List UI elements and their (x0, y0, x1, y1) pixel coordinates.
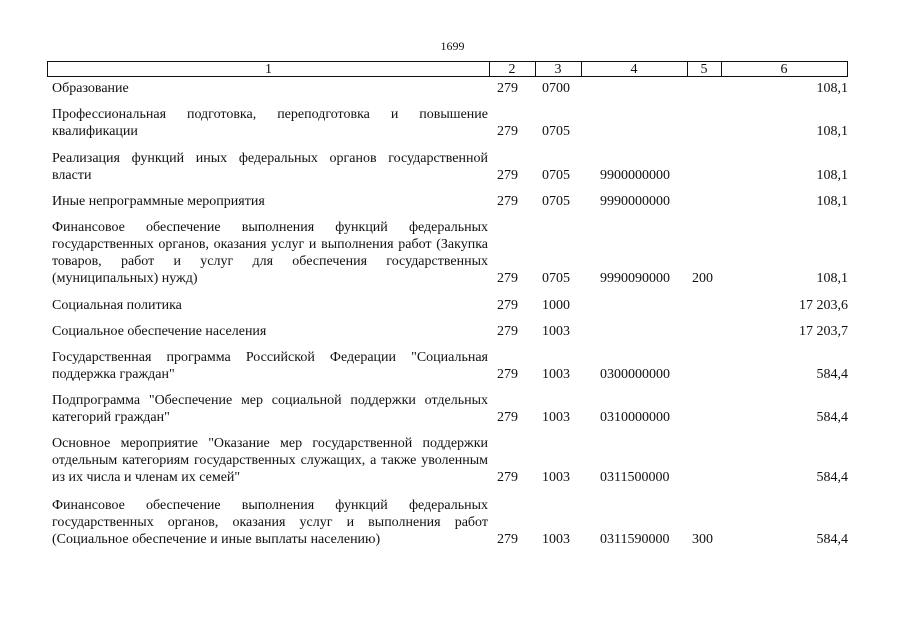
column-header-6: 6 (780, 62, 788, 77)
column-header-4: 4 (581, 62, 688, 76)
row-name: Государственная программа Российской Федерации "Социальная поддержка граждан" (52, 350, 488, 382)
page-number: 1699 (440, 39, 465, 53)
row-code-2: 279 (497, 470, 518, 485)
row-section-code: 1003 (542, 367, 570, 382)
row-code-2: 279 (497, 532, 518, 547)
row-section-code: 1003 (542, 410, 570, 425)
row-amount: 108,1 (816, 271, 848, 286)
row-section-code: 1003 (542, 470, 570, 485)
column-header-3: 3 (535, 62, 582, 76)
row-code-2: 279 (497, 271, 518, 286)
row-code-2: 279 (497, 367, 518, 382)
row-section-code: 0705 (542, 168, 570, 183)
row-name: Социальное обеспечение населения (52, 324, 267, 339)
row-code-2: 279 (497, 194, 518, 209)
row-section-code: 1000 (542, 298, 570, 313)
row-section-code: 0705 (542, 124, 570, 139)
row-name: Образование (52, 81, 129, 96)
row-amount: 17 203,7 (799, 324, 848, 339)
row-name: Реализация функций иных федеральных органов государственной власти (52, 151, 488, 183)
column-header-1: 1 (48, 62, 490, 76)
table-row (0, 297, 905, 314)
row-name: Подпрограмма "Обеспечение мер социальной поддержки отдельных категорий граждан" (52, 393, 488, 425)
row-amount: 108,1 (816, 194, 848, 209)
row-name: Финансовое обеспечение выполнения функций федеральных государственных органов, оказания услуг и выполнения работ (Закупка товаров, работ и услуг для обеспечения государственных (муниципальных) нужд) (52, 220, 488, 286)
row-target-code: 9900000000 (600, 168, 670, 183)
column-header-2: 2 (489, 62, 536, 76)
table-row (0, 349, 905, 383)
row-code-2: 279 (497, 124, 518, 139)
table-header (47, 61, 848, 77)
table-row (0, 219, 905, 287)
row-section-code: 1003 (542, 532, 570, 547)
row-section-code: 0700 (542, 81, 570, 96)
row-target-code: 0310000000 (600, 410, 670, 425)
row-code-2: 279 (497, 410, 518, 425)
row-amount: 584,4 (816, 470, 848, 485)
row-target-code: 0300000000 (600, 367, 670, 382)
table-row (0, 150, 905, 184)
row-name: Социальная политика (52, 298, 182, 313)
row-section-code: 0705 (542, 271, 570, 286)
row-target-code: 9990000000 (600, 194, 670, 209)
row-amount: 584,4 (816, 367, 848, 382)
table-row (0, 80, 905, 97)
row-target-code: 0311590000 (600, 532, 670, 547)
row-amount: 108,1 (816, 81, 848, 96)
table-row (0, 392, 905, 426)
row-target-code: 0311500000 (600, 470, 670, 485)
row-target-code: 9990090000 (600, 271, 670, 286)
row-amount: 584,4 (816, 410, 848, 425)
row-expense-type: 200 (692, 271, 713, 286)
row-code-2: 279 (497, 298, 518, 313)
table-row (0, 106, 905, 140)
table-row (0, 323, 905, 340)
table-row (0, 497, 905, 548)
table-row (0, 435, 905, 486)
row-amount: 108,1 (816, 168, 848, 183)
row-amount: 17 203,6 (799, 298, 848, 313)
table-row (0, 193, 905, 210)
row-name: Иные непрограммные мероприятия (52, 194, 265, 209)
row-code-2: 279 (497, 324, 518, 339)
row-amount: 108,1 (816, 124, 848, 139)
row-name: Финансовое обеспечение выполнения функций федеральных государственных органов, оказания услуг и выполнения работ (Социальное обеспечение и иные выплаты населению) (52, 498, 488, 547)
row-name: Основное мероприятие "Оказание мер государственной поддержки отдельным категориям государственных служащих, а также уволенным из их числа и членам их семей" (52, 436, 488, 485)
row-expense-type: 300 (692, 532, 713, 547)
row-amount: 584,4 (816, 532, 848, 547)
row-code-2: 279 (497, 168, 518, 183)
row-code-2: 279 (497, 81, 518, 96)
row-name: Профессиональная подготовка, переподготовка и повышение квалификации (52, 107, 488, 139)
row-section-code: 0705 (542, 194, 570, 209)
column-header-5: 5 (687, 62, 722, 76)
row-section-code: 1003 (542, 324, 570, 339)
